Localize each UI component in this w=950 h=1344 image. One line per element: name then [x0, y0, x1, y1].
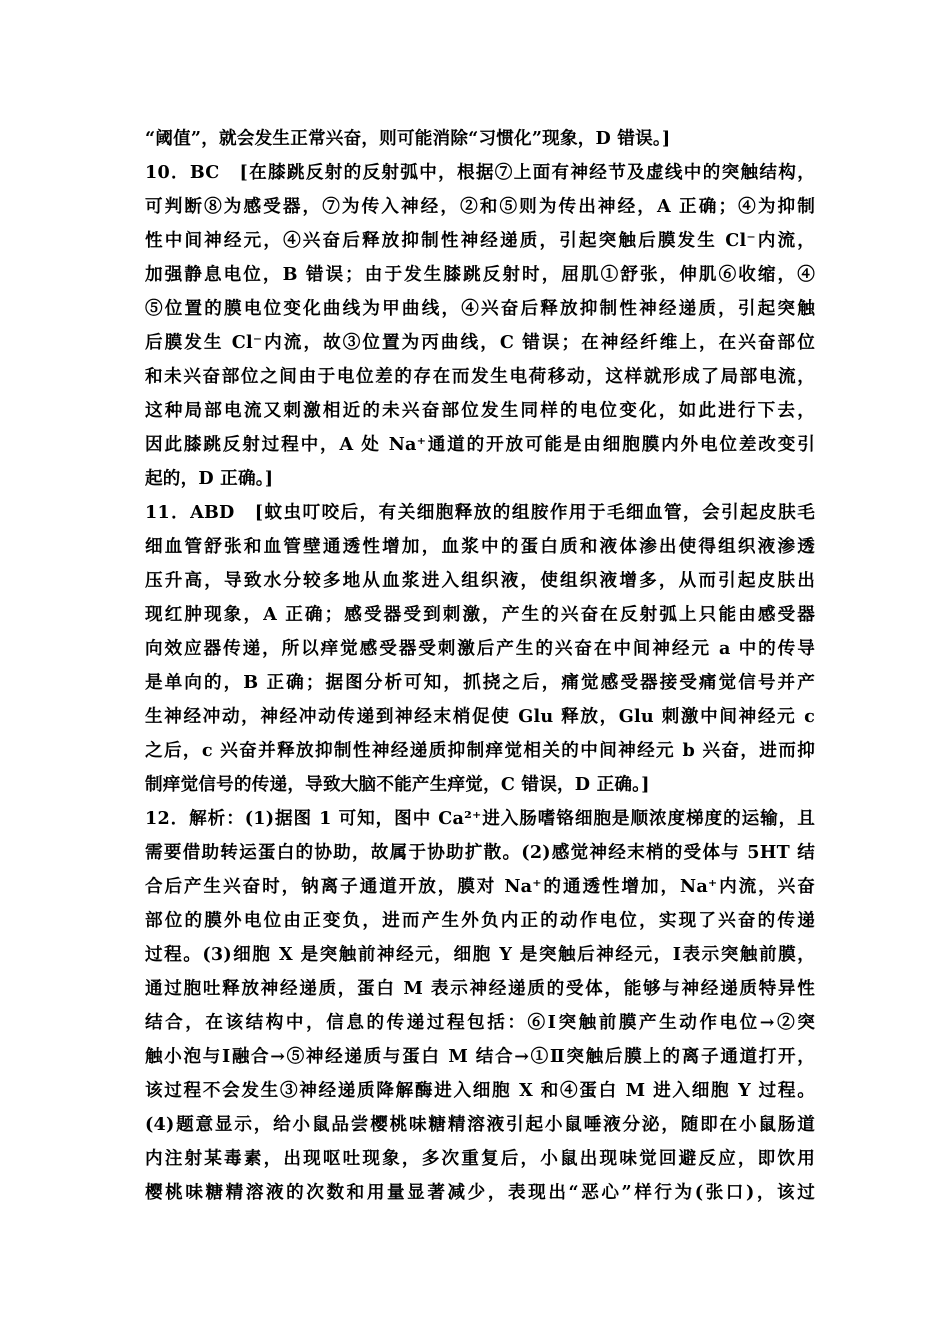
text-line: 需要借助转运蛋白的协助，故属于协助扩散。(2)感觉神经末梢的受体与 5HT 结: [145, 842, 815, 863]
text-line: 过程。(3)细胞 X 是突触前神经元，细胞 Y 是突触后神经元，Ⅰ表示突触前膜，: [145, 944, 815, 965]
text-line: 起的，D 正确。]: [145, 468, 274, 489]
text-line: 和未兴奋部位之间由于电位差的存在而发生电荷移动，这样就形成了局部电流，: [145, 366, 815, 387]
text-line: 樱桃味糖精溶液的次数和用量显著减少，表现出“恶心”样行为(张口)，该过: [145, 1182, 815, 1203]
text-line: 加强静息电位，B 错误；由于发生膝跳反射时，屈肌①舒张，伸肌⑥收缩，④: [145, 264, 815, 285]
text-line: 细血管舒张和血管壁通透性增加，血浆中的蛋白质和液体渗出使得组织液渗透: [145, 536, 815, 557]
text-line: 生神经冲动，神经冲动传递到神经末梢促使 Glu 释放，Glu 刺激中间神经元 c: [145, 706, 815, 727]
text-line: 内注射某毒素，出现呕吐现象，多次重复后，小鼠出现味觉回避反应，即饮用: [145, 1148, 815, 1169]
text-line: 10．BC [在膝跳反射的反射弧中，根据⑦上面有神经节及虚线中的突触结构，: [145, 162, 815, 183]
text-line: (4)题意显示，给小鼠品尝樱桃味糖精溶液引起小鼠唾液分泌，随即在小鼠肠道: [145, 1114, 815, 1135]
text-line: 结合，在该结构中，信息的传递过程包括：⑥Ⅰ突触前膜产生动作电位→②突: [145, 1012, 815, 1033]
text-line: 现红肿现象，A 正确；感受器受到刺激，产生的兴奋在反射弧上只能由感受器: [145, 604, 815, 625]
text-line: 合后产生兴奋时，钠离子通道开放，膜对 Na⁺的通透性增加，Na⁺内流，兴奋: [145, 876, 815, 897]
text-line: 12．解析：(1)据图 1 可知，图中 Ca²⁺进入肠嗜铬细胞是顺浓度梯度的运输，且: [145, 808, 815, 829]
text-line: 因此膝跳反射过程中，A 处 Na⁺通道的开放可能是由细胞膜内外电位差改变引: [145, 434, 815, 455]
text-line: 部位的膜外电位由正变负，进而产生外负内正的动作电位，实现了兴奋的传递: [145, 910, 815, 931]
text-line: 通过胞吐释放神经递质，蛋白 M 表示神经递质的受体，能够与神经递质特异性: [145, 978, 815, 999]
text-line: 制痒觉信号的传递，导致大脑不能产生痒觉，C 错误，D 正确。]: [145, 774, 650, 795]
text-line: 这种局部电流又刺激相近的未兴奋部位发生同样的电位变化，如此进行下去，: [145, 400, 815, 421]
text-line: 性中间神经元，④兴奋后释放抑制性神经递质，引起突触后膜发生 Cl⁻内流，: [145, 230, 815, 251]
text-line: 该过程不会发生③神经递质降解酶进入细胞 X 和④蛋白 M 进入细胞 Y 过程。: [145, 1080, 815, 1101]
text-line: 之后，c 兴奋并释放抑制性神经递质抑制痒觉相关的中间神经元 b 兴奋，进而抑: [145, 740, 815, 761]
text-line: 是单向的，B 正确；据图分析可知，抓挠之后，痛觉感受器接受痛觉信号并产: [145, 672, 815, 693]
text-line: 11．ABD [蚊虫叮咬后，有关细胞释放的组胺作用于毛细血管，会引起皮肤毛: [145, 502, 815, 523]
text-line: 后膜发生 Cl⁻内流，故③位置为丙曲线，C 错误；在神经纤维上，在兴奋部位: [145, 332, 815, 353]
text-line: 压升高，导致水分较多地从血浆进入组织液，使组织液增多，从而引起皮肤出: [145, 570, 815, 591]
text-line: 可判断⑧为感受器，⑦为传入神经，②和⑤则为传出神经，A 正确；④为抑制: [145, 196, 815, 217]
text-line: 向效应器传递，所以痒觉感受器受刺激后产生的兴奋在中间神经元 a 中的传导: [145, 638, 815, 659]
text-line: “阈值”，就会发生正常兴奋，则可能消除“习惯化”现象，D 错误。]: [145, 128, 671, 149]
text-line: ⑤位置的膜电位变化曲线为甲曲线，④兴奋后释放抑制性神经递质，引起突触: [145, 298, 815, 319]
answer-text-body: [145, 122, 815, 1210]
text-line: 触小泡与Ⅰ融合→⑤神经递质与蛋白 M 结合→①Ⅱ突触后膜上的离子通道打开，: [145, 1046, 815, 1067]
